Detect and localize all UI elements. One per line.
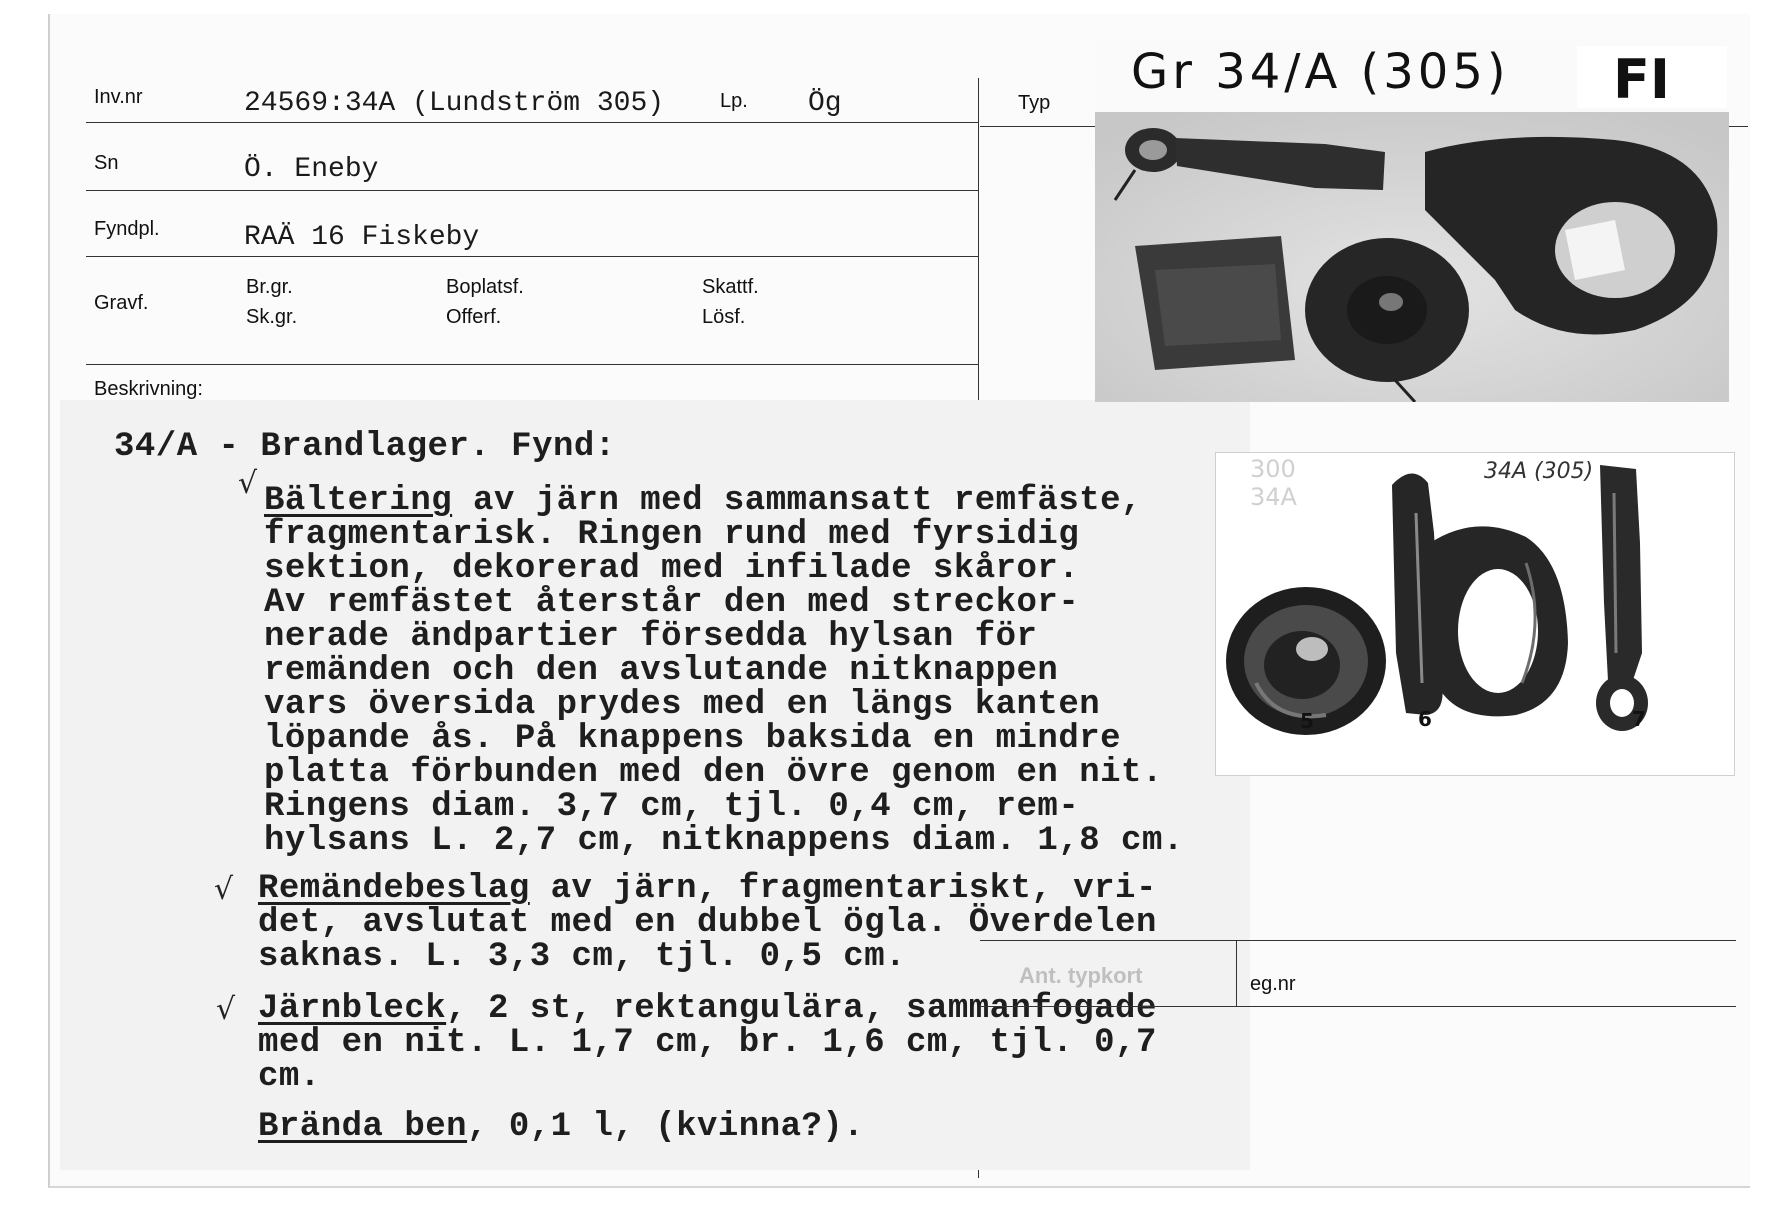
drawing-objects xyxy=(1216,453,1734,775)
item-line xyxy=(264,482,1142,520)
item-line: Ringens diam. 3,7 cm, tjl. 0,4 cm, rem- xyxy=(264,788,1080,826)
reg-label: eg.nr xyxy=(1250,973,1296,995)
column-divider xyxy=(1236,940,1237,1006)
row-divider xyxy=(980,1006,1736,1007)
offerf-label: Offerf. xyxy=(446,306,502,328)
artifact-drawing xyxy=(1215,452,1735,776)
photo-mark: FI xyxy=(1613,48,1670,111)
iron-plates-photo xyxy=(1135,236,1295,370)
item-line: hylsans L. 2,7 cm, nitknappens diam. 1,8 cm. xyxy=(264,822,1184,860)
strap-end-drawing xyxy=(1596,465,1648,731)
description-heading: 34/A - Brandlager. Fynd: xyxy=(114,428,616,466)
photo-label: Gr 34/A (305) xyxy=(1131,44,1510,100)
item-title: Järnbleck xyxy=(258,990,447,1028)
item-line: Av remfästet återstår den med streckor- xyxy=(264,584,1080,622)
belt-ring-drawing xyxy=(1392,473,1568,716)
drawing-annotation: 34A (305) xyxy=(1484,459,1594,484)
row-divider xyxy=(86,364,978,365)
item-line xyxy=(258,990,1157,1028)
beskrivning-label: Beskrivning: xyxy=(94,378,203,400)
row-divider xyxy=(86,256,978,257)
item-line: platta förbunden med den övre genom en nit. xyxy=(264,754,1163,792)
row-divider xyxy=(86,122,978,123)
item-line: vars översida prydes med en längs kanten xyxy=(264,686,1101,724)
boplatsf-label: Boplatsf. xyxy=(446,276,524,298)
sn-label: Sn xyxy=(94,152,119,174)
drawing-faint-annotation: 300 34A xyxy=(1250,455,1297,511)
check-mark: √ xyxy=(238,466,258,501)
item-line: det, avslutat med en dubbel ögla. Överdelen xyxy=(258,904,1157,942)
lp-value: Ög xyxy=(808,88,842,119)
item-text: av järn med sammansatt remfäste, xyxy=(452,482,1142,520)
losf-label: Lösf. xyxy=(702,306,746,328)
item-line xyxy=(258,870,1157,908)
row-divider xyxy=(980,940,1736,941)
artifact-photo xyxy=(1095,40,1729,402)
item-line: med en nit. L. 1,7 cm, br. 1,6 cm, tjl. 0,7 xyxy=(258,1024,1157,1062)
check-mark: √ xyxy=(216,992,236,1027)
item-title: Remändebeslag xyxy=(258,870,530,908)
item-title: Brända ben xyxy=(258,1108,468,1146)
fyndpl-label: Fyndpl. xyxy=(94,218,160,240)
skgr-label: Sk.gr. xyxy=(246,306,298,328)
photo-objects xyxy=(1095,40,1729,402)
item-title: Bältering xyxy=(264,482,453,520)
sn-value: Ö. Eneby xyxy=(244,154,379,185)
item-line: cm. xyxy=(258,1058,321,1096)
item-line: fragmentarisk. Ringen rund med fyrsidig xyxy=(264,516,1080,554)
figure-number: 5 xyxy=(1300,709,1314,733)
item-line: nerade ändpartier försedda hylsan för xyxy=(264,618,1038,656)
typ-divider-right xyxy=(1728,126,1748,127)
item-line: saknas. L. 3,3 cm, tjl. 0,5 cm. xyxy=(258,938,907,976)
item-text: av järn, fragmentariskt, vri- xyxy=(529,870,1157,908)
lp-label: Lp. xyxy=(720,90,748,112)
brgr-label: Br.gr. xyxy=(246,276,293,298)
item-text: , 2 st, rektangulära, sammanfogade xyxy=(446,990,1157,1028)
faint-label: Ant. typkort xyxy=(1019,963,1143,988)
check-mark: √ xyxy=(214,872,234,907)
skattf-label: Skattf. xyxy=(702,276,759,298)
inv-value: 24569:34A (Lundström 305) xyxy=(244,88,665,119)
inv-label: Inv.nr xyxy=(94,86,143,108)
gravf-label: Gravf. xyxy=(94,292,149,314)
fyndpl-value: RAÄ 16 Fiskeby xyxy=(244,222,480,253)
figure-number: 6 xyxy=(1418,707,1432,731)
item-line: sektion, dekorerad med infilade skåror. xyxy=(264,550,1080,588)
typ-label: Typ xyxy=(1018,92,1051,114)
item-line: remänden och den avslutande nitknappen xyxy=(264,652,1059,690)
figure-number: 7 xyxy=(1632,707,1646,731)
typ-divider xyxy=(980,126,1100,127)
item-line xyxy=(258,1108,864,1146)
item-text: , 0,1 l, (kvinna?). xyxy=(467,1108,865,1146)
row-divider xyxy=(86,190,978,191)
item-line: löpande ås. På knappens baksida en mindre xyxy=(264,720,1122,758)
